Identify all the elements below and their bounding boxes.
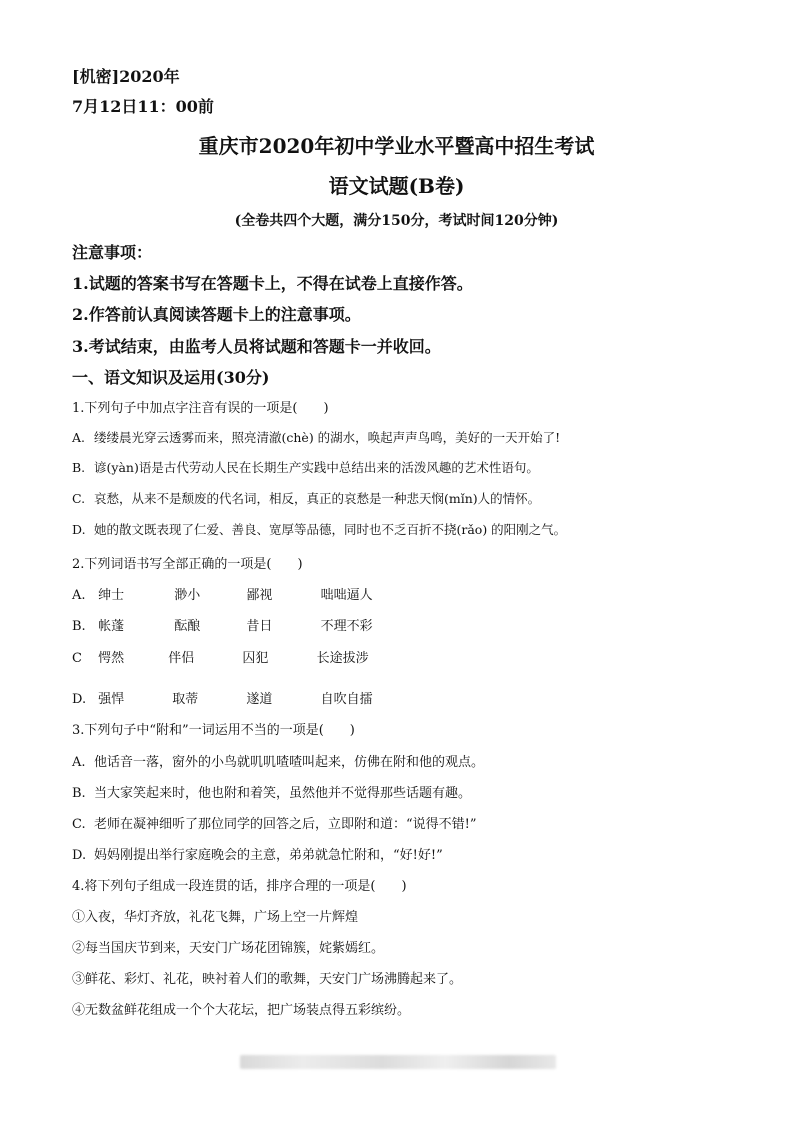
word: 愕然	[98, 651, 125, 666]
option-label: A.	[72, 755, 86, 770]
q3-option-b	[72, 787, 471, 800]
word: 自吹自擂	[320, 692, 373, 707]
question-stem-1: 1.下列句子中加点字注音有误的一项是( )	[72, 401, 329, 416]
option-label: B.	[72, 786, 86, 801]
deadline-label: 7月12日11：00前	[72, 97, 214, 116]
option-text: 老师在凝神细听了那位同学的回答之后，立即附和道：“说得不错!”	[94, 817, 477, 832]
word: 鄙视	[246, 588, 273, 603]
option-label: A.	[72, 430, 86, 445]
option-text: 谚(yàn)语是古代劳动人民在长期生产实践中总结出来的活泼风趣的艺术性语句。	[94, 460, 539, 475]
q2-option-a	[72, 589, 373, 602]
exam-title: 重庆市2020年初中学业水平暨高中招生考试	[198, 134, 595, 158]
q3-option-a	[72, 756, 484, 769]
word: 囚犯	[242, 651, 269, 666]
q1-option-c	[72, 493, 540, 506]
q1-option-b	[72, 462, 539, 475]
option-text: 妈妈刚提出举行家庭晚会的主意，弟弟就急忙附和，“好!好!”	[94, 848, 443, 863]
word: 不理不彩	[320, 619, 373, 634]
option-label: B.	[72, 460, 86, 475]
q4-sentence: ③鲜花、彩灯、礼花，映衬着人们的歌舞，天安门广场沸腾起来了。	[72, 972, 463, 987]
note-item: 3.考试结束，由监考人员将试题和答题卡一并收回。	[72, 337, 441, 356]
exam-info: (全卷共四个大题，满分150分，考试时间120分钟)	[234, 213, 559, 229]
note-item: 1.试题的答案书写在答题卡上，不得在试卷上直接作答。	[72, 274, 473, 293]
q3-option-d	[72, 849, 443, 862]
blurred-footer	[240, 1055, 556, 1069]
option-label: C.	[72, 491, 86, 506]
word: 伴侣	[168, 651, 195, 666]
option-text: 她的散文既表现了仁爱、善良、宽厚等品德，同时也不乏百折不挠(rǎo) 的阳刚之气。	[94, 522, 567, 537]
option-label: D.	[72, 848, 87, 863]
word: 遂道	[246, 692, 273, 707]
word: 绅士	[98, 588, 125, 603]
word: 帐蓬	[98, 619, 125, 634]
q2-option-b	[72, 620, 373, 633]
word: 昔日	[246, 619, 273, 634]
question-stem-2: 2.下列词语书写全部正确的一项是( )	[72, 557, 303, 572]
option-text: 哀愁，从来不是颓废的代名词，相反，真正的哀愁是一种悲天悯(mǐn)人的情怀。	[94, 491, 541, 506]
q4-sentence: ④无数盆鲜花组成一个个大花坛，把广场装点得五彩缤纷。	[72, 1003, 411, 1018]
q3-option-c	[72, 818, 477, 831]
q1-option-d	[72, 524, 566, 537]
word: 咄咄逼人	[320, 588, 373, 603]
option-text: 他话音一落，窗外的小鸟就叽叽喳喳叫起来，仿佛在附和他的观点。	[94, 755, 485, 770]
q2-option-c	[72, 652, 369, 665]
question-stem-4: 4.将下列句子组成一段连贯的话，排序合理的一项是( )	[72, 879, 407, 894]
option-label: C.	[72, 817, 86, 832]
word: 强悍	[98, 692, 125, 707]
confidential-label: [机密]2020年	[72, 67, 180, 86]
option-label: D.	[72, 692, 87, 707]
option-label: D.	[72, 522, 86, 537]
note-item: 2.作答前认真阅读答题卡上的注意事项。	[72, 305, 361, 324]
word: 渺小	[174, 588, 201, 603]
word: 长途拔涉	[316, 651, 369, 666]
q2-option-d	[72, 693, 373, 706]
option-text: 当大家笑起来时，他也附和着笑，虽然他并不觉得那些话题有趣。	[94, 786, 472, 801]
question-stem-3: 3.下列句子中“附和”一词运用不当的一项是( )	[72, 723, 355, 738]
exam-subtitle: 语文试题(B卷)	[328, 174, 465, 198]
option-label: C	[72, 651, 82, 666]
option-label: A.	[72, 588, 86, 603]
q1-option-a	[72, 432, 560, 445]
q4-sentence: ②每当国庆节到来，天安门广场花团锦簇，姹紫嫣红。	[72, 941, 385, 956]
option-label: B.	[72, 619, 86, 634]
option-text: 缕缕晨光穿云透雾而来，照亮清澈(chè) 的湖水，唤起声声鸟鸣，美好的一天开始了!	[94, 430, 561, 445]
q4-sentence: ①入夜，华灯齐放，礼花飞舞，广场上空一片辉煌	[72, 910, 359, 925]
word: 酝酿	[174, 619, 201, 634]
section-heading: 一、语文知识及运用(30分)	[72, 368, 270, 387]
word: 取蒂	[172, 692, 199, 707]
notes-heading: 注意事项：	[72, 243, 153, 262]
